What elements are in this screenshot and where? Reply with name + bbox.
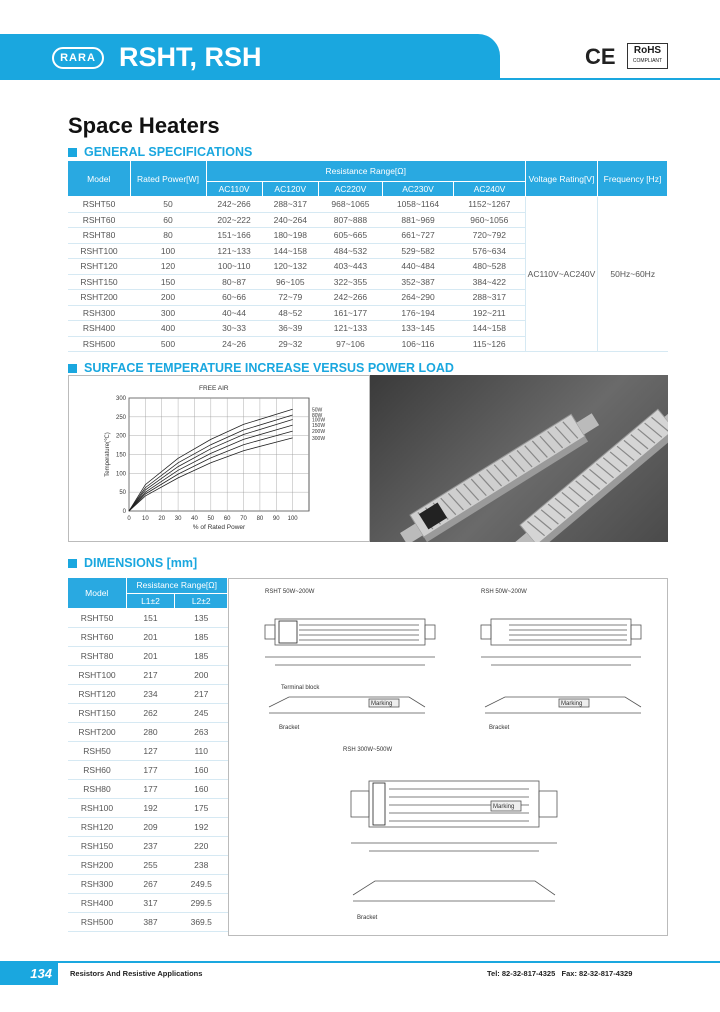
label-rsht: RSHT 50W~200W: [265, 589, 315, 595]
cell-model: RSHT120: [68, 684, 126, 703]
cell-model: RSH400: [68, 321, 130, 337]
cell-model: RSHT50: [68, 608, 126, 627]
table-row: [68, 855, 228, 874]
cell-l2: 238: [175, 855, 228, 874]
cell-resistance: 161~177: [318, 305, 382, 321]
footer-fax: Fax: 82-32-817-4329: [561, 969, 633, 978]
cell-resistance: 120~132: [262, 259, 318, 275]
series-label: 80W: [312, 412, 323, 419]
page-number: 134: [0, 963, 58, 985]
cell-resistance: 115~126: [454, 336, 526, 352]
cell-resistance: 1152~1267: [454, 197, 526, 213]
cell-resistance: 151~166: [206, 228, 262, 244]
cell-l1: 255: [126, 855, 175, 874]
cell-resistance: 480~528: [454, 259, 526, 275]
y-tick-label: 250: [115, 414, 126, 421]
page-title: Space Heaters: [68, 113, 220, 138]
x-tick-label: 0: [127, 516, 131, 522]
cell-resistance: 96~105: [262, 274, 318, 290]
cell-l1: 317: [126, 893, 175, 912]
cell-l1: 209: [126, 817, 175, 836]
cell-resistance: 440~484: [383, 259, 454, 275]
dimensions-table: [68, 578, 228, 932]
rsht-side-view: [269, 697, 425, 713]
cell-voltage: AC110V~AC240V: [526, 197, 598, 352]
table-row: [68, 684, 228, 703]
section-dimensions: [68, 556, 197, 570]
cell-model: RSH60: [68, 760, 126, 779]
table-row: [68, 722, 228, 741]
rsh-large-side-view: [353, 881, 555, 901]
cell-l2: 217: [175, 684, 228, 703]
y-axis-label: Temperature(℃): [105, 432, 111, 477]
cell-model: RSH300: [68, 305, 130, 321]
marking-label-3: Marking: [493, 804, 515, 810]
footer-contact: [487, 969, 632, 978]
cell-resistance: 144~158: [454, 321, 526, 337]
table-row: [68, 836, 228, 855]
cell-resistance: 881~969: [383, 212, 454, 228]
cell-model: RSHT100: [68, 665, 126, 684]
cell-l2: 200: [175, 665, 228, 684]
y-tick-label: 300: [115, 396, 126, 402]
cell-resistance: 960~1056: [454, 212, 526, 228]
series-label: 200W: [312, 429, 326, 436]
cell-resistance: 36~39: [262, 321, 318, 337]
dimension-drawings: [228, 578, 668, 936]
cell-l1: 201: [126, 627, 175, 646]
cell-resistance: 576~634: [454, 243, 526, 259]
rsht-top-view: [265, 619, 435, 665]
cell-resistance: 144~158: [262, 243, 318, 259]
x-tick-label: 30: [174, 516, 182, 522]
bracket-label-3: Bracket: [357, 915, 378, 921]
temperature-chart: [68, 375, 370, 542]
cell-l2: 220: [175, 836, 228, 855]
cell-resistance: 242~266: [206, 197, 262, 213]
cell-resistance: 288~317: [262, 197, 318, 213]
table-row: [68, 912, 228, 931]
cell-l2: 185: [175, 646, 228, 665]
cell-resistance: 242~266: [318, 290, 382, 306]
cell-model: RSHT80: [68, 646, 126, 665]
label-rsh-small: RSH 50W~200W: [481, 589, 527, 595]
cell-model: RSHT200: [68, 722, 126, 741]
cell-l2: 135: [175, 608, 228, 627]
cell-model: RSH80: [68, 779, 126, 798]
cell-resistance: 40~44: [206, 305, 262, 321]
section-marker-icon: [68, 148, 77, 157]
cell-resistance: 106~116: [383, 336, 454, 352]
cell-l1: 387: [126, 912, 175, 931]
cell-l1: 127: [126, 741, 175, 760]
cell-l2: 249.5: [175, 874, 228, 893]
table-row: [68, 874, 228, 893]
cell-model: RSHT200: [68, 290, 130, 306]
cell-resistance: 288~317: [454, 290, 526, 306]
table-row: [68, 779, 228, 798]
cell-resistance: 202~222: [206, 212, 262, 228]
cell-resistance: 322~355: [318, 274, 382, 290]
table-row: [68, 608, 228, 627]
cell-resistance: 24~26: [206, 336, 262, 352]
cell-resistance: 264~290: [383, 290, 454, 306]
col-voltage-ac110v: AC110V: [206, 181, 262, 197]
cell-l1: 177: [126, 779, 175, 798]
cell-model: RSH150: [68, 836, 126, 855]
product-photo: [370, 375, 668, 542]
rsh-large-top-view: [351, 781, 557, 851]
cell-model: RSHT60: [68, 212, 130, 228]
col-resistance-range: Resistance Range[Ω]: [126, 578, 228, 593]
y-tick-label: 0: [122, 509, 126, 515]
section-general-label: GENERAL SPECIFICATIONS: [84, 145, 253, 159]
section-surface-label: SURFACE TEMPERATURE INCREASE VERSUS POWER LOAD: [84, 361, 454, 375]
cell-power: 200: [130, 290, 206, 306]
cell-l1: 267: [126, 874, 175, 893]
cell-l1: 177: [126, 760, 175, 779]
cell-resistance: 100~110: [206, 259, 262, 275]
x-tick-label: 80: [256, 516, 264, 522]
cell-model: RSH500: [68, 336, 130, 352]
y-tick-label: 200: [115, 433, 126, 440]
cell-model: RSHT50: [68, 197, 130, 213]
cell-l1: 201: [126, 646, 175, 665]
y-tick-label: 100: [115, 471, 126, 478]
x-tick-label: 40: [191, 516, 198, 522]
x-tick-label: 90: [272, 516, 280, 522]
col-voltage-ac240v: AC240V: [454, 181, 526, 197]
cell-resistance: 720~792: [454, 228, 526, 244]
col-model: Model: [68, 578, 126, 608]
x-tick-label: 10: [142, 516, 149, 522]
col-l2: L2±2: [175, 593, 228, 608]
cell-l2: 160: [175, 779, 228, 798]
cell-resistance: 97~106: [318, 336, 382, 352]
cell-resistance: 1058~1164: [383, 197, 454, 213]
cell-resistance: 807~888: [318, 212, 382, 228]
chart-svg: [69, 376, 369, 541]
rohs-label: RoHS: [633, 45, 662, 56]
cell-model: RSH120: [68, 817, 126, 836]
table-row: [68, 627, 228, 646]
cell-model: RSH200: [68, 855, 126, 874]
cell-model: RSH50: [68, 741, 126, 760]
cell-model: RSHT100: [68, 243, 130, 259]
x-axis-label: % of Rated Power: [192, 524, 246, 531]
chart-title: FREE AIR: [199, 385, 229, 392]
cell-resistance: 133~145: [383, 321, 454, 337]
cell-l1: 280: [126, 722, 175, 741]
section-marker-icon: [68, 364, 77, 373]
cell-l2: 299.5: [175, 893, 228, 912]
series-label: 100W: [312, 417, 326, 424]
terminal-block-label: Terminal block: [281, 685, 320, 691]
cell-resistance: 60~66: [206, 290, 262, 306]
cell-l1: 262: [126, 703, 175, 722]
cell-l1: 151: [126, 608, 175, 627]
section-general: [68, 145, 252, 159]
cell-resistance: 352~387: [383, 274, 454, 290]
col-model: Model: [68, 161, 130, 197]
cell-power: 150: [130, 274, 206, 290]
cell-resistance: 121~133: [206, 243, 262, 259]
cell-resistance: 529~582: [383, 243, 454, 259]
rohs-sub: COMPLIANT: [632, 58, 663, 64]
cell-resistance: 121~133: [318, 321, 382, 337]
cell-resistance: 176~194: [383, 305, 454, 321]
heater-illustration: [370, 375, 668, 542]
col-resistance-range: Resistance Range[Ω]: [206, 161, 526, 181]
col-voltage: Voltage Rating[V]: [526, 161, 598, 197]
cell-l2: 245: [175, 703, 228, 722]
series-label: 300W: [312, 435, 326, 442]
cell-resistance: 80~87: [206, 274, 262, 290]
cell-resistance: 48~52: [262, 305, 318, 321]
cell-power: 300: [130, 305, 206, 321]
x-tick-label: 50: [207, 516, 215, 522]
x-tick-label: 20: [158, 516, 166, 522]
cell-resistance: 403~443: [318, 259, 382, 275]
cell-resistance: 192~211: [454, 305, 526, 321]
cell-frequency: 50Hz~60Hz: [598, 197, 668, 352]
marking-label-1: Marking: [371, 701, 393, 707]
cell-resistance: 384~422: [454, 274, 526, 290]
bracket-label-2: Bracket: [489, 725, 510, 731]
footer-tel: Tel: 82-32-817-4325: [487, 969, 556, 978]
rara-logo: RARA: [52, 47, 104, 69]
table-row: [68, 665, 228, 684]
section-surface: [68, 361, 454, 375]
cell-model: RSH400: [68, 893, 126, 912]
table-row: [68, 760, 228, 779]
ce-mark: CE: [585, 44, 616, 69]
col-frequency: Frequency [Hz]: [598, 161, 668, 197]
table-row: [68, 646, 228, 665]
marking-label-2: Marking: [561, 701, 583, 707]
table-row: [68, 798, 228, 817]
cell-l2: 185: [175, 627, 228, 646]
spec-table: [68, 161, 668, 352]
cell-model: RSH300: [68, 874, 126, 893]
table-row: [68, 741, 228, 760]
x-tick-label: 100: [287, 516, 298, 522]
col-voltage-ac220v: AC220V: [318, 181, 382, 197]
cell-resistance: 484~532: [318, 243, 382, 259]
cell-resistance: 968~1065: [318, 197, 382, 213]
rsh-small-top-view: [481, 619, 641, 665]
cell-l2: 192: [175, 817, 228, 836]
cell-l2: 175: [175, 798, 228, 817]
cell-model: RSHT80: [68, 228, 130, 244]
footer-rule: [0, 961, 720, 963]
col-l1: L1±2: [126, 593, 175, 608]
table-row: [68, 893, 228, 912]
table-row: [68, 703, 228, 722]
cell-power: 400: [130, 321, 206, 337]
cell-model: RSHT150: [68, 274, 130, 290]
drawing-svg: [229, 579, 667, 935]
cell-resistance: 180~198: [262, 228, 318, 244]
cell-model: RSH100: [68, 798, 126, 817]
cell-resistance: 72~79: [262, 290, 318, 306]
cell-l2: 110: [175, 741, 228, 760]
y-tick-label: 150: [115, 452, 126, 459]
cell-l1: 234: [126, 684, 175, 703]
section-dimensions-label: DIMENSIONS [mm]: [84, 556, 198, 570]
cell-model: RSH500: [68, 912, 126, 931]
bracket-label-1: Bracket: [279, 725, 300, 731]
series-label: 50W: [312, 407, 323, 414]
col-rated-power: Rated Power[W]: [130, 161, 206, 197]
cell-l2: 369.5: [175, 912, 228, 931]
cell-resistance: 30~33: [206, 321, 262, 337]
cell-power: 120: [130, 259, 206, 275]
series-label: 150W: [312, 423, 326, 430]
col-voltage-ac230v: AC230V: [383, 181, 454, 197]
cell-power: 80: [130, 228, 206, 244]
cell-power: 50: [130, 197, 206, 213]
y-tick-label: 50: [119, 490, 126, 497]
cell-l2: 160: [175, 760, 228, 779]
cell-l1: 192: [126, 798, 175, 817]
footer-tagline: Resistors And Resistive Applications: [70, 969, 203, 978]
series-title: RSHT, RSH: [119, 42, 262, 72]
cell-power: 500: [130, 336, 206, 352]
rohs-badge: [627, 43, 668, 69]
cell-model: RSHT120: [68, 259, 130, 275]
cell-l2: 263: [175, 722, 228, 741]
cell-resistance: 605~665: [318, 228, 382, 244]
cell-model: RSHT150: [68, 703, 126, 722]
cell-model: RSHT60: [68, 627, 126, 646]
col-voltage-ac120v: AC120V: [262, 181, 318, 197]
cell-l1: 217: [126, 665, 175, 684]
header-rule: [500, 78, 720, 80]
cell-power: 100: [130, 243, 206, 259]
cell-resistance: 240~264: [262, 212, 318, 228]
section-marker-icon: [68, 559, 77, 568]
x-tick-label: 60: [223, 516, 231, 522]
cell-l1: 237: [126, 836, 175, 855]
table-row: [68, 197, 668, 213]
table-row: [68, 817, 228, 836]
label-rsh-large: RSH 300W~500W: [343, 747, 393, 753]
cell-power: 60: [130, 212, 206, 228]
cell-resistance: 661~727: [383, 228, 454, 244]
x-tick-label: 70: [240, 516, 247, 522]
cell-resistance: 29~32: [262, 336, 318, 352]
